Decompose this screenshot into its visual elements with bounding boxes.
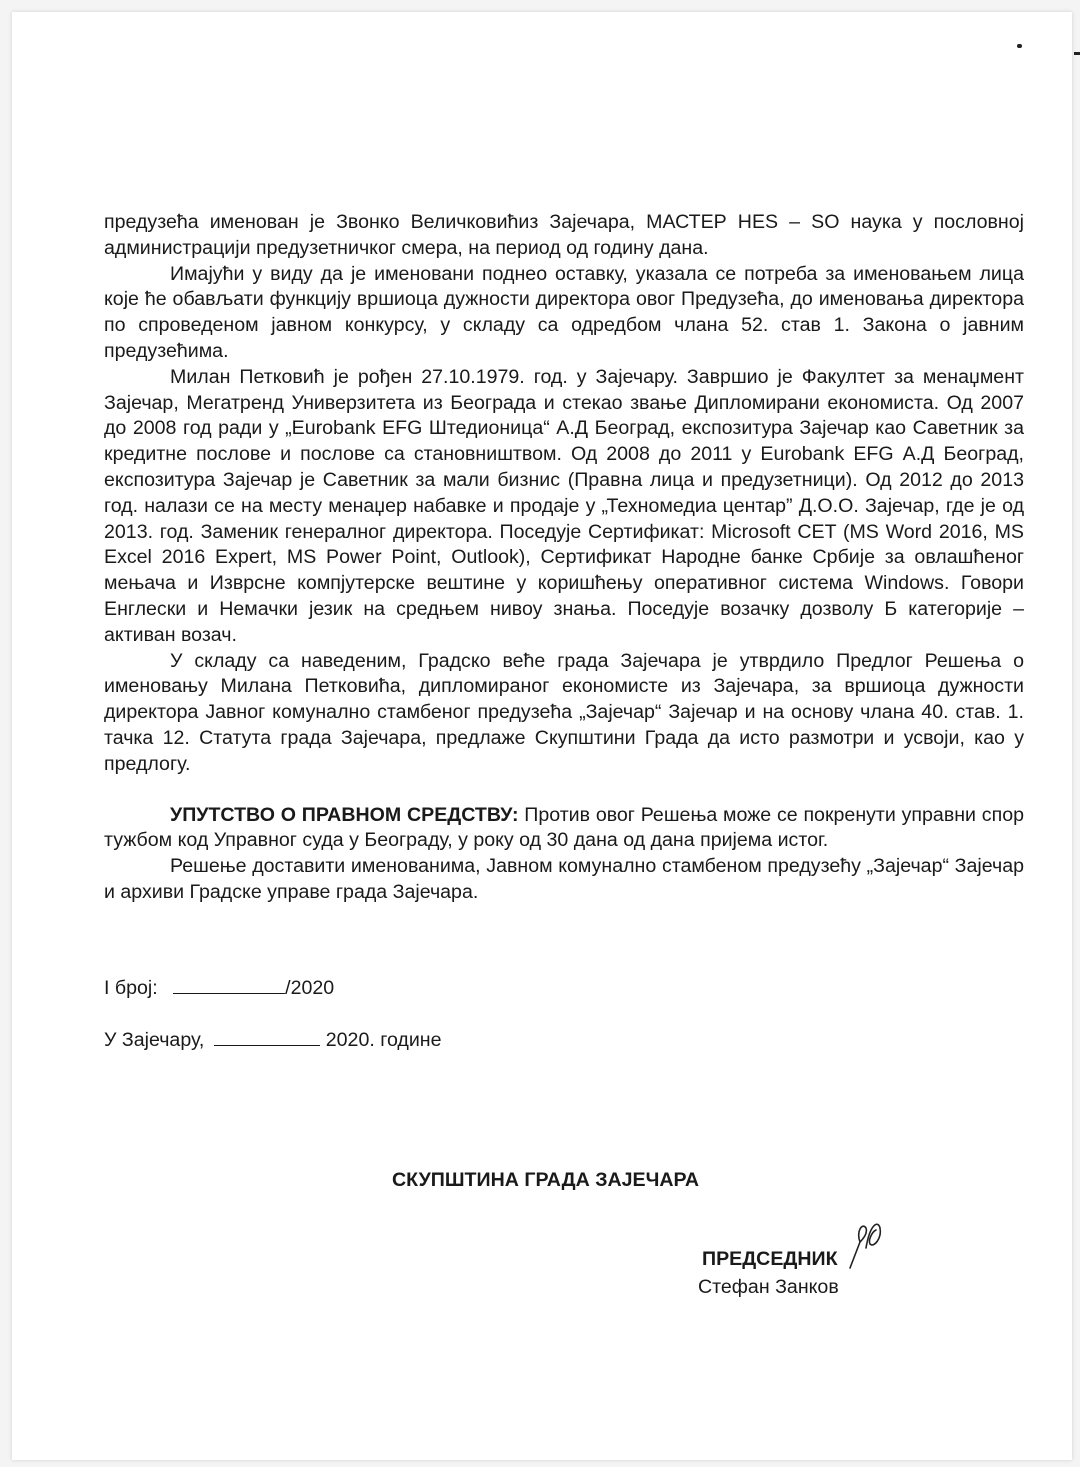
document-page <box>12 12 1072 1460</box>
paragraph-delivery: Решење доставити именованима, Јавном комунално стамбеном предузећу „Зајечар“ Зајечар и архиви Градске управе града Зајечара. <box>104 855 1024 903</box>
number-blank <box>173 975 285 994</box>
legal-remedy-heading: УПУТСТВО О ПРАВНОМ СРЕДСТВУ: <box>170 803 519 826</box>
president-name: Стефан Занков <box>698 1276 839 1298</box>
paragraph-biography: Милан Петковић је рођен 27.10.1979. год. у Зајечару. Завршио је Факултет за менаџмент Зајечар, Мегатренд Универзитета из Београда и стекао звање Дипломирани економиста. Од 2007 до 2008 год ради у „Eurobank EFG Штедионица“ А.Д Београд, експозитура Зајечар као Саветник за кредитне послове и послове са становништвом. Од 2008 до 2011 у Eurobank EFG А.Д Београд, експозитура Зајечар је Саветник за мали бизнис (Правна лица и предузетници). Од 2012 до 2013 год. налази се на месту менаџер набавке и продаје у „Техномедиа центар” Д.О.О. Зајечар, где је од 2013. год. Заменик генералног директора. Поседује Сертификат: Microsoft CET (MS Word 2016, MS Excel 2016 Expert, MS Power Point, Outlook), Сертификат Народне банке Србије за овлашћеног мењача и Изврсне компјутерске вештине у коришћењу оперативног система Windows. Говори Енглески и Немачки језик на средњем нивоу знања. Поседује возачку дозволу Б категорије – активан возач. <box>104 365 1024 646</box>
document-body <box>104 210 1024 906</box>
number-suffix: /2020 <box>285 977 335 999</box>
scan-speck <box>1074 52 1080 55</box>
date-blank <box>214 1027 320 1046</box>
number-label: I број: <box>104 977 158 999</box>
paragraph-proposal: У складу са наведеним, Градско веће града Зајечара је утврдило Предлог Решења о именовању Милана Петковића, дипломираног економисте из Зајечара, за вршиоца дужности директора Јавног комунално стамбеног предузећа „Зајечар“ Зајечар и на основу члана 40. став. 1. тачка 12. Статута града Зајечара, предлаже Скупштини Града да исто размотри и усвоји, као у предлогу. <box>104 649 1024 775</box>
paragraph-resignation: Имајући у виду да је именовани поднео оставку, указала се потреба за именовањем лица које ће обављати функцију вршиоца дужности директора овог Предузећа, до именовања директора по спроведеном јавном конкурсу, у складу са одредбом члана 52. став 1. Закона о јавним предузећима. <box>104 262 1024 362</box>
place-label: У Зајечару, <box>104 1029 205 1051</box>
scan-speck <box>1017 44 1022 48</box>
signature-mark <box>848 1218 888 1270</box>
year-label: 2020. године <box>325 1029 442 1051</box>
paragraph-intro: предузећа именован је Звонко Величковићиз Зајечара, МАСТЕР HES – SO наука у пословној администрацији предузетничког смера, на период од годину дана. <box>104 211 1024 259</box>
assembly-heading: СКУПШТИНА ГРАДА ЗАЈЕЧАРА <box>392 1169 700 1191</box>
legal-remedy-text: Против овог Решења може се покренути управни спор тужбом код Управног суда у Београду, у року од 30 дана од дана пријема истог. <box>104 803 1024 852</box>
paragraph-legal-remedy <box>104 803 1024 855</box>
place-date-line <box>104 1027 442 1052</box>
number-line <box>104 975 334 1000</box>
president-title: ПРЕДСЕДНИК <box>702 1248 838 1270</box>
